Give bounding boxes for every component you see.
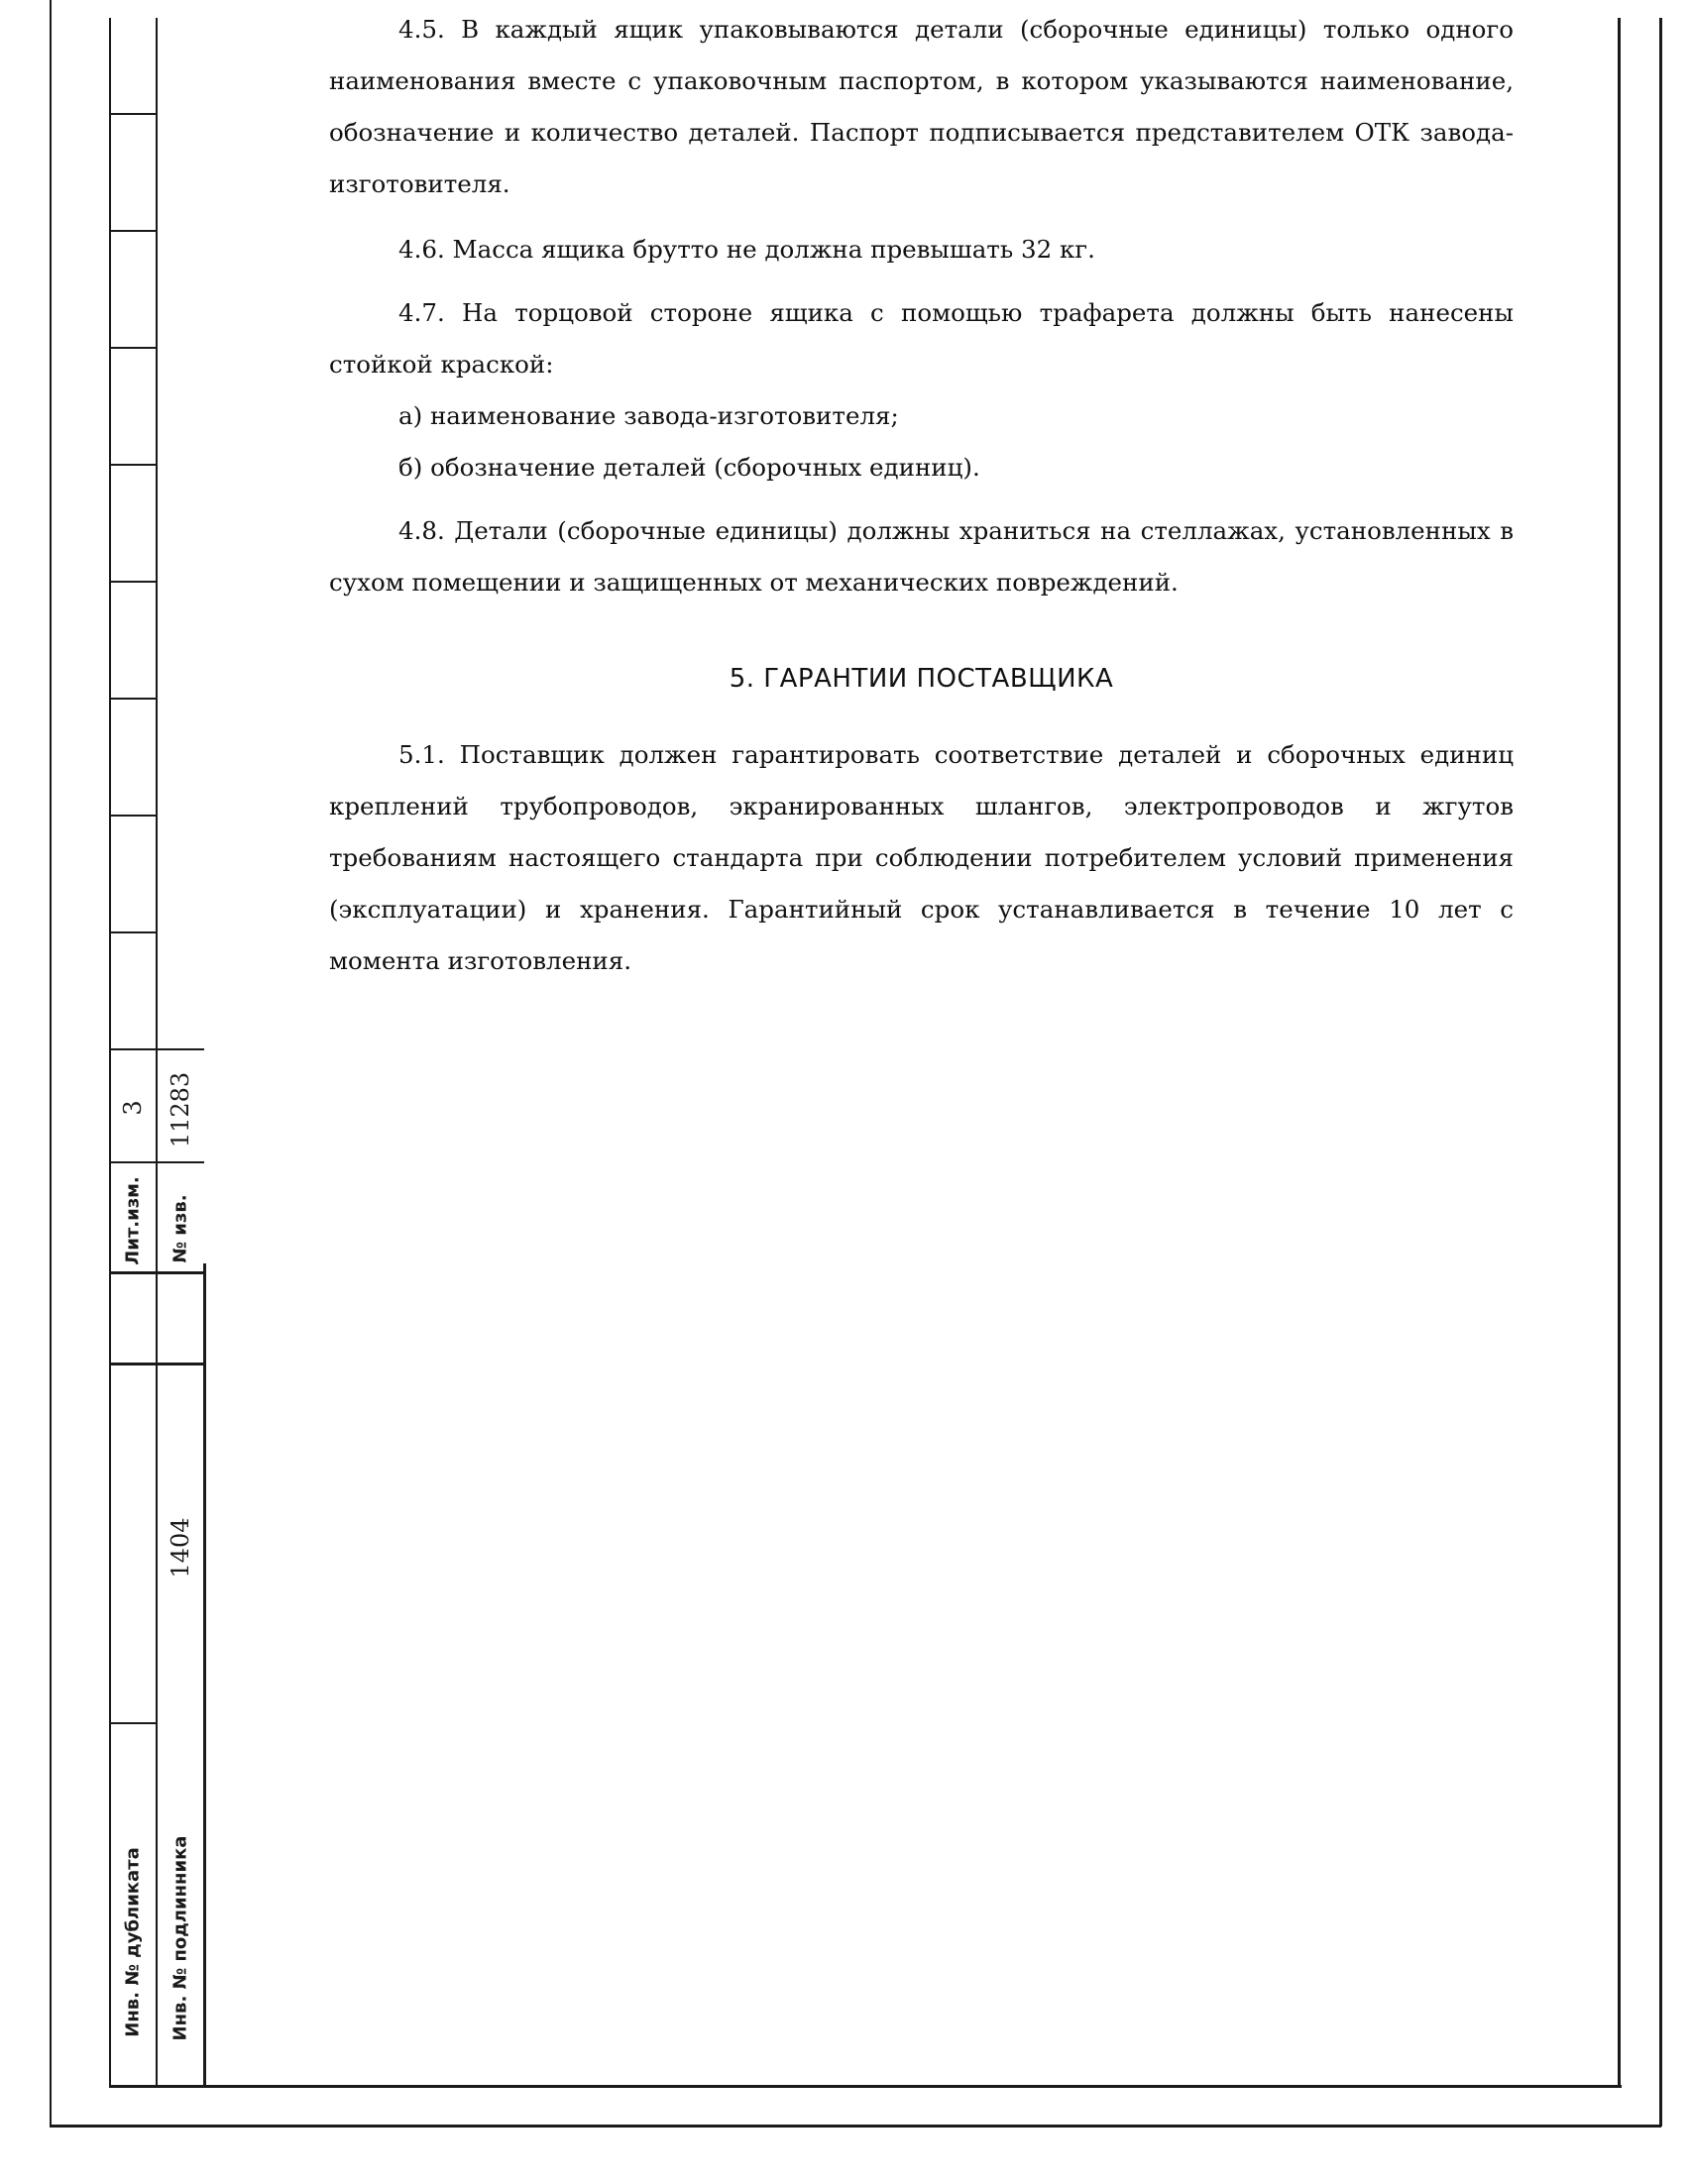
stamp-no-izv-value: 11283 [167,1071,194,1148]
stamp-h-10 [109,1161,204,1163]
paragraph-4-7-a: а) наименование завода-изготовителя; [398,401,899,430]
stamp-h-1 [109,113,158,115]
stamp-no-izv-label: № изв. [169,1194,191,1263]
stamp-h-8 [109,931,158,933]
paragraph-4-5: 4.5. В каждый ящик упаковываются детали (сборочные единицы) только одного наименования вместе с упаковочным паспортом, в котором указываются наименование, обозначение и количество деталей. Паспорт подписывается представителем ОТК завода-изготовителя. [329,15,1514,198]
inner-border-right [1618,18,1621,2088]
inner-border-bottom [109,2085,1622,2088]
stamp-inv-dublikata-label: Инв. № дубликата [122,1847,144,2037]
outer-border-bottom [50,2125,1661,2128]
section-5-heading: 5. ГАРАНТИИ ПОСТАВЩИКА [729,664,1114,694]
stamp-h-6 [109,698,158,700]
section4-text [329,4,1514,608]
stamp-h-3 [109,347,158,349]
paragraph-4-7-b: б) обозначение деталей (сборочных единиц). [398,453,980,482]
stamp-lit-izm-value: 3 [119,1100,147,1116]
stamp-h-7 [109,815,158,817]
inner-border-left [203,1263,206,2088]
stamp-lower-top [109,1363,204,1365]
stamp-col-left [109,18,111,2088]
outer-border-right [1659,18,1662,2127]
stamp-h-2 [109,230,158,232]
stamp-h-11 [109,1271,204,1274]
stamp-inv-podlinnika-label: Инв. № подлинника [169,1835,191,2041]
stamp-col-mid [156,18,158,2088]
outer-border-left [50,0,52,2127]
stamp-h-4 [109,464,158,466]
stamp-h-9 [109,1048,204,1050]
stamp-lower-h-1 [109,1722,158,1724]
paragraph-4-7: 4.7. На торцовой стороне ящика с помощью трафарета должны быть нанесены стойкой краской: [329,298,1514,379]
section5-text [329,729,1514,987]
stamp-lit-izm-label: Лит.изм. [122,1176,144,1265]
paragraph-4-6: 4.6. Масса ящика брутто не должна превышать 32 кг. [398,235,1095,264]
stamp-h-5 [109,581,158,583]
stamp-inv-podlinnika-value: 1404 [167,1517,194,1579]
paragraph-5-1: 5.1. Поставщик должен гарантировать соответствие деталей и сборочных единиц креплений трубопроводов, экранированных шлангов, электропроводов и жгутов требованиям настоящего стандарта при соблюдении потребителем условий применения (эксплуатации) и хранения. Гарантийный срок устанавливается в течение 10 лет с момента изготовления. [329,740,1514,975]
paragraph-4-8: 4.8. Детали (сборочные единицы) должны храниться на стеллажах, установленных в сухом помещении и защищенных от механических повреждений. [329,516,1514,597]
